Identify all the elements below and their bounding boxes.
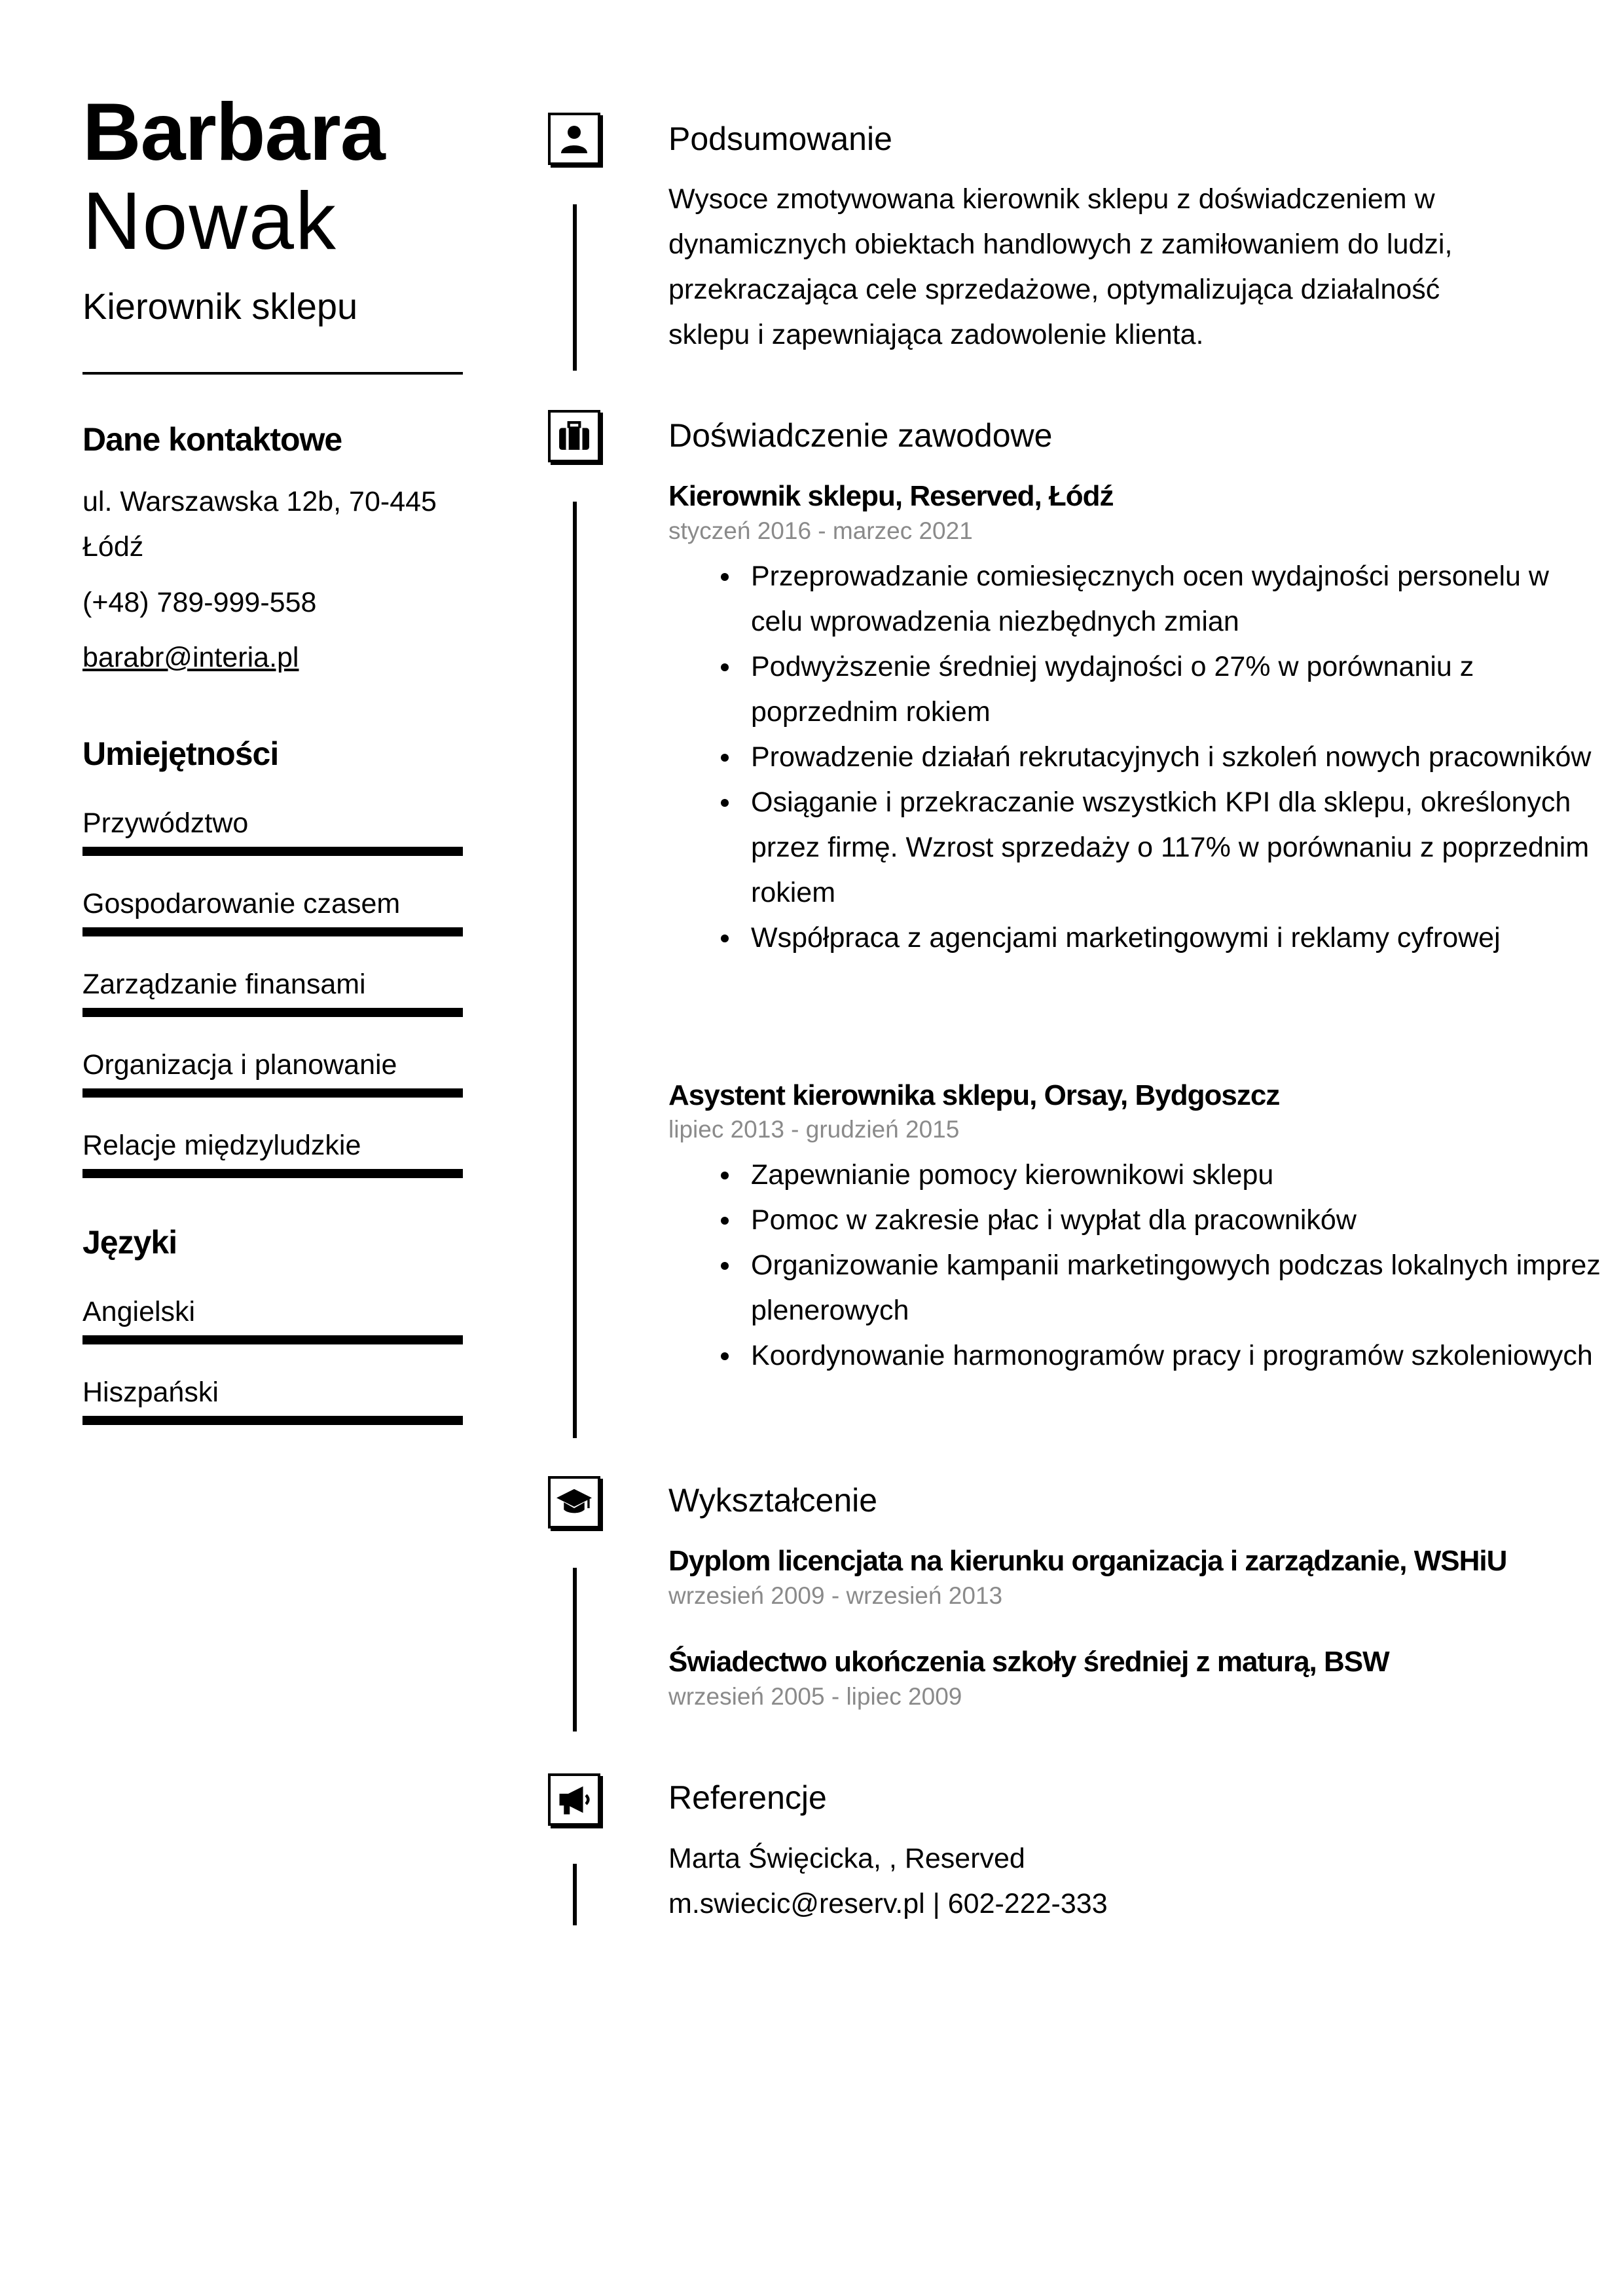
summary-heading: Podsumowanie xyxy=(668,120,892,157)
timeline-line xyxy=(573,502,577,1438)
job-title: Kierownik sklepu xyxy=(82,286,358,327)
job-bullets xyxy=(668,554,1602,961)
list-item: Zapewnianie pomocy kierownikowi sklepu xyxy=(751,1153,1602,1198)
list-item: Osiąganie i przekraczanie wszystkich KPI dla sklepu, określonych przez firmę. Wzrost sprzedaży o 117% w porównaniu z poprzednim rokiem xyxy=(751,780,1602,916)
list-item: Podwyższenie średniej wydajności o 27% w porównaniu z poprzednim rokiem xyxy=(751,644,1602,735)
languages-heading: Języki xyxy=(82,1224,177,1261)
list-item: Współpraca z agencjami marketingowymi i reklamy cyfrowej xyxy=(751,916,1602,961)
skill-bar xyxy=(82,927,463,936)
skill-label: Gospodarowanie czasem xyxy=(82,888,401,919)
email-link[interactable]: barabr@interia.pl xyxy=(82,642,299,673)
skill-bar xyxy=(82,1169,463,1178)
timeline-line xyxy=(573,1568,577,1731)
language-bar xyxy=(82,1416,463,1425)
last-name: Nowak xyxy=(82,176,338,267)
list-item: Organizowanie kampanii marketingowych podczas lokalnych imprez plenerowych xyxy=(751,1243,1602,1333)
skill-bar xyxy=(82,1088,463,1098)
skill-bar xyxy=(82,1008,463,1017)
job-dates: lipiec 2013 - grudzień 2015 xyxy=(668,1116,960,1143)
briefcase-icon xyxy=(548,410,600,462)
job-bullets xyxy=(668,1153,1602,1379)
contact-address: ul. Warszawska 12b, 70-445 Łódź xyxy=(82,486,437,563)
timeline-line xyxy=(573,1864,577,1925)
job-dates: styczeń 2016 - marzec 2021 xyxy=(668,517,973,544)
list-item: Koordynowanie harmonogramów pracy i programów szkoleniowych xyxy=(751,1333,1602,1379)
skill-label: Przywództwo xyxy=(82,807,249,839)
graduation-cap-icon xyxy=(548,1476,600,1528)
job-title: Kierownik sklepu, Reserved, Łódź xyxy=(668,480,1114,512)
reference-contact: m.swiecic@reserv.pl | 602-222-333 xyxy=(668,1888,1108,1919)
list-item: Przeprowadzanie comiesięcznych ocen wydajności personelu w celu wprowadzenia niezbędnych zmian xyxy=(751,554,1602,644)
language-label: Angielski xyxy=(82,1296,196,1327)
reference-name: Marta Święcicka, , Reserved xyxy=(668,1843,1025,1874)
megaphone-icon xyxy=(548,1773,600,1826)
name-divider xyxy=(82,372,463,375)
education-title: Świadectwo ukończenia szkoły średniej z maturą, BSW xyxy=(668,1646,1389,1678)
skill-label: Zarządzanie finansami xyxy=(82,969,366,1000)
skill-label: Organizacja i planowanie xyxy=(82,1049,397,1081)
timeline-line xyxy=(573,204,577,371)
list-item: Pomoc w zakresie płac i wypłat dla pracowników xyxy=(751,1198,1602,1243)
person-icon xyxy=(548,113,600,165)
first-name: Barbara xyxy=(82,87,385,177)
job-title: Asystent kierownika sklepu, Orsay, Bydgoszcz xyxy=(668,1079,1280,1111)
education-title: Dyplom licencjata na kierunku organizacja i zarządzanie, WSHiU xyxy=(668,1545,1507,1577)
education-dates: wrzesień 2009 - wrzesień 2013 xyxy=(668,1582,1003,1609)
contact-email[interactable] xyxy=(82,635,475,680)
contact-heading: Dane kontaktowe xyxy=(82,421,342,458)
language-bar xyxy=(82,1335,463,1344)
skill-label: Relacje międzyludzkie xyxy=(82,1130,361,1161)
contact-phone: (+48) 789-999-558 xyxy=(82,587,317,618)
education-heading: Wykształcenie xyxy=(668,1482,878,1519)
language-label: Hiszpański xyxy=(82,1377,219,1408)
experience-heading: Doświadczenie zawodowe xyxy=(668,417,1053,454)
list-item: Prowadzenie działań rekrutacyjnych i szkoleń nowych pracowników xyxy=(751,735,1602,780)
skill-bar xyxy=(82,847,463,856)
summary-text: Wysoce zmotywowana kierownik sklepu z doświadczeniem w dynamicznych obiektach handlowych z zamiłowaniem do ludzi, przekraczająca cele sprzedażowe, optymalizująca działalność sklepu i zapewniająca zadowolenie klienta. xyxy=(668,183,1453,350)
education-dates: wrzesień 2005 - lipiec 2009 xyxy=(668,1683,962,1710)
references-heading: Referencje xyxy=(668,1779,827,1816)
skills-heading: Umiejętności xyxy=(82,735,279,772)
